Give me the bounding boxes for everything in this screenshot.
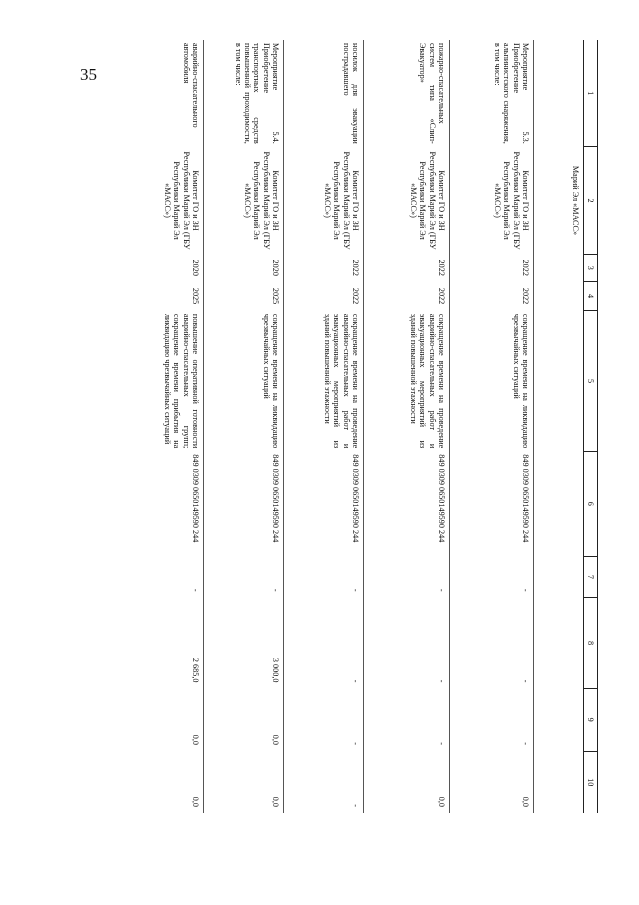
cell-end-year: 2025 xyxy=(123,281,203,311)
cell-value-8: - xyxy=(283,598,363,689)
col-header-10: 10 xyxy=(583,751,597,813)
table-row xyxy=(123,40,203,813)
cell-start-year: 2022 xyxy=(283,254,363,281)
table-row xyxy=(449,40,533,813)
cell-measure: аварийно-спасательного автомобиля xyxy=(123,40,203,147)
cell-measure: Мероприятие 5.3. Приобретение альпинистского снаряжения, в том числе: xyxy=(449,40,533,147)
cell-measure: пожарно-спасательных систем типа «Слип-Эвакуатор» xyxy=(363,40,449,147)
cell-end-year: 2025 xyxy=(203,281,283,311)
cell-executor: Марий Эл «МАСС» xyxy=(570,165,580,236)
cell-value-10: 0,0 xyxy=(449,751,533,813)
col-header-3: 3 xyxy=(583,254,597,281)
cell-measure: носилок для эвакуации пострадавшего xyxy=(283,40,363,147)
cell-executor: Комитет ГО и ЗН Республики Марий Эл (ГБУ Республики Марий Эл «МАСС») xyxy=(203,147,283,254)
cell-value-7: - xyxy=(363,556,449,597)
cell-value-9: - xyxy=(363,688,449,751)
cell-executor: Комитет ГО и ЗН Республики Марий Эл (ГБУ Республики Марий Эл «МАСС») xyxy=(449,147,533,254)
cell-executor: Комитет ГО и ЗН Республики Марий Эл (ГБУ Республики Марий Эл «МАСС») xyxy=(283,147,363,254)
col-header-7: 7 xyxy=(583,556,597,597)
col-header-2: 2 xyxy=(583,147,597,254)
cell-value-8 xyxy=(533,598,583,689)
page-number: 35 xyxy=(80,65,97,84)
cell-value-10: - xyxy=(283,751,363,813)
cell-result: сокращение времени на ликвидацию чрезвычайных ситуаций xyxy=(203,311,283,451)
table-row xyxy=(363,40,449,813)
cell-result: повышение оперативной готовности аварийно-спасательных групп; сокращение времени прибытия на ликвидацию чрезвычайных ситуаций xyxy=(123,311,203,451)
cell-value-9 xyxy=(533,688,583,751)
cell-executor: Комитет ГО и ЗН Республики Марий Эл (ГБУ Республики Марий Эл «МАСС») xyxy=(363,147,449,254)
header-row xyxy=(583,40,597,813)
col-header-1: 1 xyxy=(583,40,597,147)
cell-kbk: 849 0309 0650149590 244 xyxy=(283,451,363,556)
cell-start-year: 2022 xyxy=(449,254,533,281)
cell-kbk xyxy=(533,451,583,556)
cell-start-year: 2020 xyxy=(203,254,283,281)
cell-value-10: 0,0 xyxy=(363,751,449,813)
cell-value-7: - xyxy=(123,556,203,597)
cell-result: сокращение времени на проведение аварийно-спасательных работ и эвакуационных мероприятий из зданий повышенной этажности xyxy=(283,311,363,451)
cell-kbk: 849 0309 0650149590 244 xyxy=(449,451,533,556)
cell-value-9: 0,0 xyxy=(203,688,283,751)
cell-value-8: - xyxy=(363,598,449,689)
table-row xyxy=(283,40,363,813)
cell-end-year xyxy=(533,281,583,311)
cell-value-7: - xyxy=(449,556,533,597)
cell-value-7 xyxy=(533,556,583,597)
cell-value-9: - xyxy=(283,688,363,751)
cell-value-9: 0,0 xyxy=(123,688,203,751)
cell-value-8: - xyxy=(449,598,533,689)
cell-value-10: 0,0 xyxy=(123,751,203,813)
cell-kbk: 849 0309 0650149590 244 xyxy=(363,451,449,556)
cell-kbk: 849 0309 0650149590 244 xyxy=(123,451,203,556)
cell-measure: Мероприятие 5.4. Приобретение транспортных средств повышенной проходимости, в том числе: xyxy=(203,40,283,147)
table-row xyxy=(203,40,283,813)
cell-end-year: 2022 xyxy=(363,281,449,311)
cell-measure xyxy=(533,40,583,147)
cell-value-10 xyxy=(533,751,583,813)
measures-table xyxy=(123,40,598,813)
col-header-6: 6 xyxy=(583,451,597,556)
cell-result: сокращение времени на ликвидацию чрезвычайных ситуаций xyxy=(449,311,533,451)
cell-value-7: - xyxy=(203,556,283,597)
cell-end-year: 2022 xyxy=(449,281,533,311)
col-header-9: 9 xyxy=(583,688,597,751)
table-row xyxy=(533,40,583,813)
cell-executor: Комитет ГО и ЗН Республики Марий Эл (ГБУ Республики Марий Эл «МАСС») xyxy=(123,147,203,254)
cell-kbk: 849 0309 0650149590 244 xyxy=(203,451,283,556)
cell-start-year xyxy=(533,254,583,281)
cell-result xyxy=(533,311,583,451)
col-header-8: 8 xyxy=(583,598,597,689)
cell-start-year: 2020 xyxy=(123,254,203,281)
rotated-table-container xyxy=(123,40,598,813)
cell-value-7: - xyxy=(283,556,363,597)
cell-value-8: 2 685,0 xyxy=(123,598,203,689)
cell-end-year: 2022 xyxy=(283,281,363,311)
cell-result: сокращение времени на проведение аварийно-спасательных работ и эвакуационных мероприятий из зданий повышенной этажности xyxy=(363,311,449,451)
cell-start-year: 2022 xyxy=(363,254,449,281)
cell-value-9: - xyxy=(449,688,533,751)
col-header-4: 4 xyxy=(583,281,597,311)
cell-value-8: 3 000,0 xyxy=(203,598,283,689)
cell-value-10: 0,0 xyxy=(203,751,283,813)
col-header-5: 5 xyxy=(583,311,597,451)
